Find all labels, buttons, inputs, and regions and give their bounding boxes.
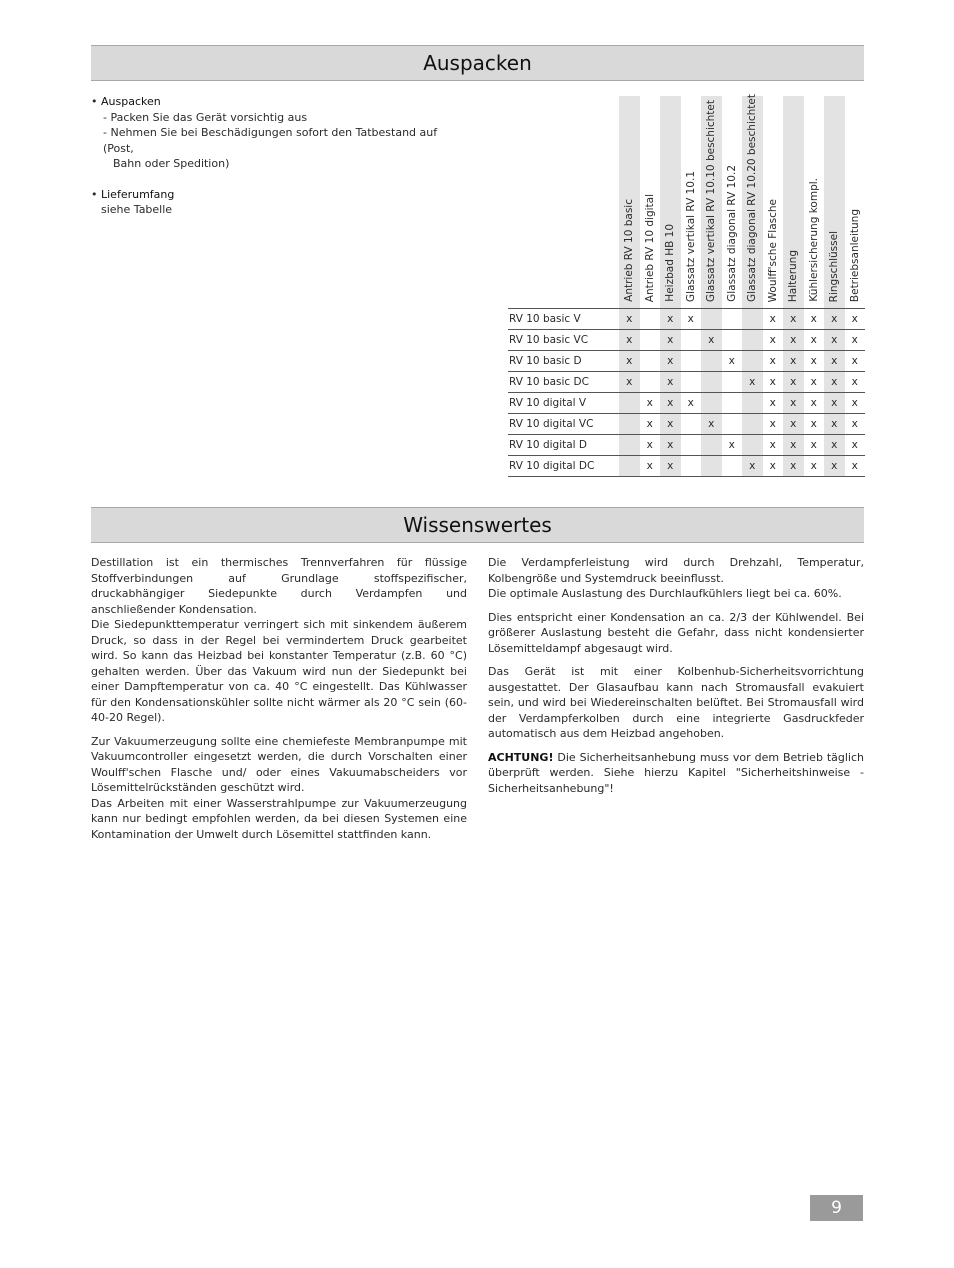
bullet-icon: • xyxy=(91,95,98,108)
table-cell xyxy=(681,330,702,351)
table-cell xyxy=(619,435,640,456)
table-column-header xyxy=(804,96,825,309)
list-subitem-continued: Bahn oder Spedition) xyxy=(113,157,230,170)
table-cell: x xyxy=(763,393,784,414)
table-cell xyxy=(742,351,763,372)
table-cell: x xyxy=(660,372,681,393)
table-cell xyxy=(619,393,640,414)
table-cell: x xyxy=(783,435,804,456)
table-cell xyxy=(722,393,743,414)
warning-paragraph xyxy=(488,750,864,797)
table-cell: x xyxy=(660,330,681,351)
column-header-label: Antrieb RV 10 digital xyxy=(643,193,656,302)
page-number: 9 xyxy=(810,1195,863,1221)
table-cell: x xyxy=(763,435,784,456)
table-cell: x xyxy=(619,309,640,330)
row-label: RV 10 basic V xyxy=(508,309,619,330)
table-cell: x xyxy=(660,456,681,477)
table-cell xyxy=(681,351,702,372)
column-header-label: Glassatz diagonal RV 10.20 beschichtet xyxy=(746,94,759,302)
table-cell xyxy=(681,435,702,456)
section-title-auspacken: Auspacken xyxy=(423,51,532,75)
table-row xyxy=(508,435,865,456)
table-column-header xyxy=(722,96,743,309)
table-cell: x xyxy=(660,351,681,372)
table-cell: x xyxy=(824,435,845,456)
table-cell: x xyxy=(824,309,845,330)
table-cell xyxy=(681,456,702,477)
table-cell: x xyxy=(742,372,763,393)
table-cell: x xyxy=(804,351,825,372)
paragraph: Die Verdampferleistung wird durch Drehzahl, Temperatur, Kolbengröße und Systemdruck beeinflusst. xyxy=(488,556,864,585)
paragraph: Zur Vakuumerzeugung sollte eine chemiefeste Membranpumpe mit Vakuumcontroller eingesetzt werden, die durch Vorschalten einer Woulff'schen Flasche und/ oder eines Vakuumabscheiders vor Lösemittelrückständen geschützt wird. xyxy=(91,734,467,794)
table-cell: x xyxy=(619,372,640,393)
table-column-header xyxy=(742,96,763,309)
paragraph: Das Arbeiten mit einer Wasserstrahlpumpe zur Vakuumerzeugung kann nur bedingt empfohlen werden, da bei diesen Systemen eine Kontamination der Umwelt durch Lösemittel stattfinden kann. xyxy=(91,796,467,841)
column-header-label: Antrieb RV 10 basic xyxy=(623,199,636,302)
column-header-label: Kühlersicherung kompl. xyxy=(807,178,820,302)
table-cell: x xyxy=(824,351,845,372)
column-header-label: Ringschlüssel xyxy=(828,230,841,302)
list-item-lieferumfang xyxy=(91,187,471,203)
table-column-header xyxy=(681,96,702,309)
table-cell xyxy=(722,414,743,435)
warning-text: Die Sicherheitsanhebung muss vor dem Betrieb täglich überprüft werden. Siehe hierzu Kapitel "Sicherheitshinweise - Sicherheitsanhebung"! xyxy=(488,750,864,795)
table-cell: x xyxy=(804,435,825,456)
table-cell: x xyxy=(640,393,661,414)
table-row xyxy=(508,456,865,477)
table-cell: x xyxy=(804,372,825,393)
table-cell xyxy=(722,372,743,393)
table-cell xyxy=(742,309,763,330)
table-cell: x xyxy=(804,414,825,435)
row-label: RV 10 digital VC xyxy=(508,414,619,435)
table-cell xyxy=(742,393,763,414)
table-cell xyxy=(640,309,661,330)
table-cell: x xyxy=(701,414,722,435)
column-header-label: Heizbad HB 10 xyxy=(664,224,677,302)
paragraph: Dies entspricht einer Kondensation an ca. 2/3 der Kühlwendel. Bei größerer Auslastung besteht die Gefahr, dass nicht kondensierter Lösemitteldampf abgesaugt wird. xyxy=(488,610,864,655)
row-label: RV 10 digital DC xyxy=(508,456,619,477)
section-header-auspacken xyxy=(91,45,864,81)
table-cell: x xyxy=(783,330,804,351)
paragraph: Destillation ist ein thermisches Trennverfahren für flüssige Stoffverbindungen auf Grundlage stoffspezifischer, druckabhängiger Siedepunkte durch Verdampfen und anschließender Kondensation. xyxy=(91,556,467,616)
table-cell xyxy=(701,372,722,393)
table-cell xyxy=(701,435,722,456)
section-title-wissenswertes: Wissenswertes xyxy=(403,513,552,537)
table-column-header xyxy=(783,96,804,309)
table-cell: x xyxy=(763,309,784,330)
table-cell: x xyxy=(845,330,866,351)
table-cell: x xyxy=(783,351,804,372)
table-row xyxy=(508,414,865,435)
table-column-header xyxy=(824,96,845,309)
table-cell: x xyxy=(763,456,784,477)
list-item-auspacken xyxy=(91,94,471,110)
section-header-wissenswertes xyxy=(91,507,864,543)
table-cell: x xyxy=(783,456,804,477)
table-cell: x xyxy=(804,393,825,414)
row-label: RV 10 digital D xyxy=(508,435,619,456)
table-cell: x xyxy=(824,414,845,435)
list-item-title: Lieferumfang xyxy=(101,187,175,201)
table-cell xyxy=(681,372,702,393)
table-cell xyxy=(640,372,661,393)
table-cell: x xyxy=(681,393,702,414)
table-row xyxy=(508,393,865,414)
table-cell xyxy=(681,414,702,435)
column-header-label: Betriebsanleitung xyxy=(848,208,861,302)
table-column-header xyxy=(845,96,866,309)
table-cell: x xyxy=(640,456,661,477)
table-row xyxy=(508,330,865,351)
column-header-label: Glassatz vertikal RV 10.1 xyxy=(684,170,697,302)
table-cell: x xyxy=(824,372,845,393)
table-cell: x xyxy=(722,351,743,372)
table-cell xyxy=(742,330,763,351)
warning-label: ACHTUNG! xyxy=(488,750,554,764)
table-column-header xyxy=(660,96,681,309)
row-label: RV 10 digital V xyxy=(508,393,619,414)
table-column-header xyxy=(640,96,661,309)
table-column-header xyxy=(763,96,784,309)
table-cell: x xyxy=(783,393,804,414)
table-cell: x xyxy=(845,435,866,456)
table-cell: x xyxy=(701,330,722,351)
table-cell: x xyxy=(845,351,866,372)
table-cell: x xyxy=(783,372,804,393)
table-cell: x xyxy=(824,330,845,351)
table-cell: x xyxy=(824,393,845,414)
table-cell: x xyxy=(763,414,784,435)
table-cell: x xyxy=(660,309,681,330)
table-cell: x xyxy=(763,372,784,393)
table-cell: x xyxy=(763,351,784,372)
table-cell: x xyxy=(640,435,661,456)
table-cell: x xyxy=(824,456,845,477)
table-cell xyxy=(619,456,640,477)
table-cell: x xyxy=(660,435,681,456)
table-cell: x xyxy=(619,330,640,351)
list-subitem: siehe Tabelle xyxy=(101,203,173,216)
table-cell: x xyxy=(783,309,804,330)
table-cell xyxy=(701,456,722,477)
column-header-label: Glassatz vertikal RV 10.10 beschichtet xyxy=(705,99,718,302)
table-column-header xyxy=(619,96,640,309)
delivery-scope-table xyxy=(508,96,865,477)
list-subitem: - Packen Sie das Gerät vorsichtig aus xyxy=(103,110,308,124)
table-cell: x xyxy=(804,330,825,351)
table-cell: x xyxy=(804,456,825,477)
row-label: RV 10 basic VC xyxy=(508,330,619,351)
table-cell: x xyxy=(845,414,866,435)
paragraph: Die Siedepunkttemperatur verringert sich mit sinkendem äußerem Druck, so dass in der Regel bei vermindertem Druck gearbeitet wird. So kann das Heizbad bei konstanter Temperatur (z.B. 60 °C) gehalten werden. Über das Vakuum wird nun der Siedepunkt bei einer Dampftemperatur von ca. 40 °C eingestellt. Das Kühlwasser für den Kondensationskühler sollte nicht wärmer als 20 °C sein (60-40-20 Regel). xyxy=(91,618,467,724)
table-cell xyxy=(701,393,722,414)
table-cell: x xyxy=(763,330,784,351)
table-cell: x xyxy=(640,414,661,435)
table-cell: x xyxy=(804,309,825,330)
row-label: RV 10 basic DC xyxy=(508,372,619,393)
unpacking-list xyxy=(91,94,471,218)
bullet-icon: • xyxy=(91,187,98,201)
table-cell xyxy=(701,309,722,330)
column-header-label: Glassatz diagonal RV 10.2 xyxy=(725,165,738,302)
paragraph: Die optimale Auslastung des Durchlaufkühlers liegt bei ca. 60%. xyxy=(488,587,842,600)
info-column-left xyxy=(91,555,467,850)
table-cell xyxy=(640,351,661,372)
table-cell: x xyxy=(845,309,866,330)
table-cell: x xyxy=(742,456,763,477)
table-cell: x xyxy=(845,456,866,477)
table-cell xyxy=(619,414,640,435)
table-cell xyxy=(722,330,743,351)
table-cell xyxy=(701,351,722,372)
table-cell xyxy=(640,330,661,351)
table-header-row xyxy=(508,96,865,309)
column-header-label: Woulff'sche Flasche xyxy=(766,198,779,302)
table-corner xyxy=(508,96,619,309)
column-header-label: Halterung xyxy=(787,249,800,302)
table-cell: x xyxy=(619,351,640,372)
row-label: RV 10 basic D xyxy=(508,351,619,372)
table-cell: x xyxy=(845,393,866,414)
info-column-right xyxy=(488,555,864,804)
table-cell: x xyxy=(845,372,866,393)
table-cell xyxy=(722,456,743,477)
list-item-title: Auspacken xyxy=(101,95,161,108)
table-cell xyxy=(722,309,743,330)
table-cell: x xyxy=(660,414,681,435)
table-column-header xyxy=(701,96,722,309)
table-row xyxy=(508,351,865,372)
table-cell: x xyxy=(783,414,804,435)
table-cell: x xyxy=(681,309,702,330)
table-cell xyxy=(742,414,763,435)
table-row xyxy=(508,309,865,330)
list-subitem: - Nehmen Sie bei Beschädigungen sofort den Tatbestand auf (Post, xyxy=(103,126,438,155)
table-row xyxy=(508,372,865,393)
paragraph: Das Gerät ist mit einer Kolbenhub-Sicherheitsvorrichtung ausgestattet. Der Glasaufbau kann nach Stromausfall evakuiert sein, und wird bei Wiedereinschalten belüftet. Bei Stromausfall wird der Verdampferkolben durch eine integrierte Gasdruckfeder automatisch aus dem Heizbad angehoben. xyxy=(488,665,864,740)
table-cell xyxy=(742,435,763,456)
table-cell: x xyxy=(722,435,743,456)
table-cell: x xyxy=(660,393,681,414)
